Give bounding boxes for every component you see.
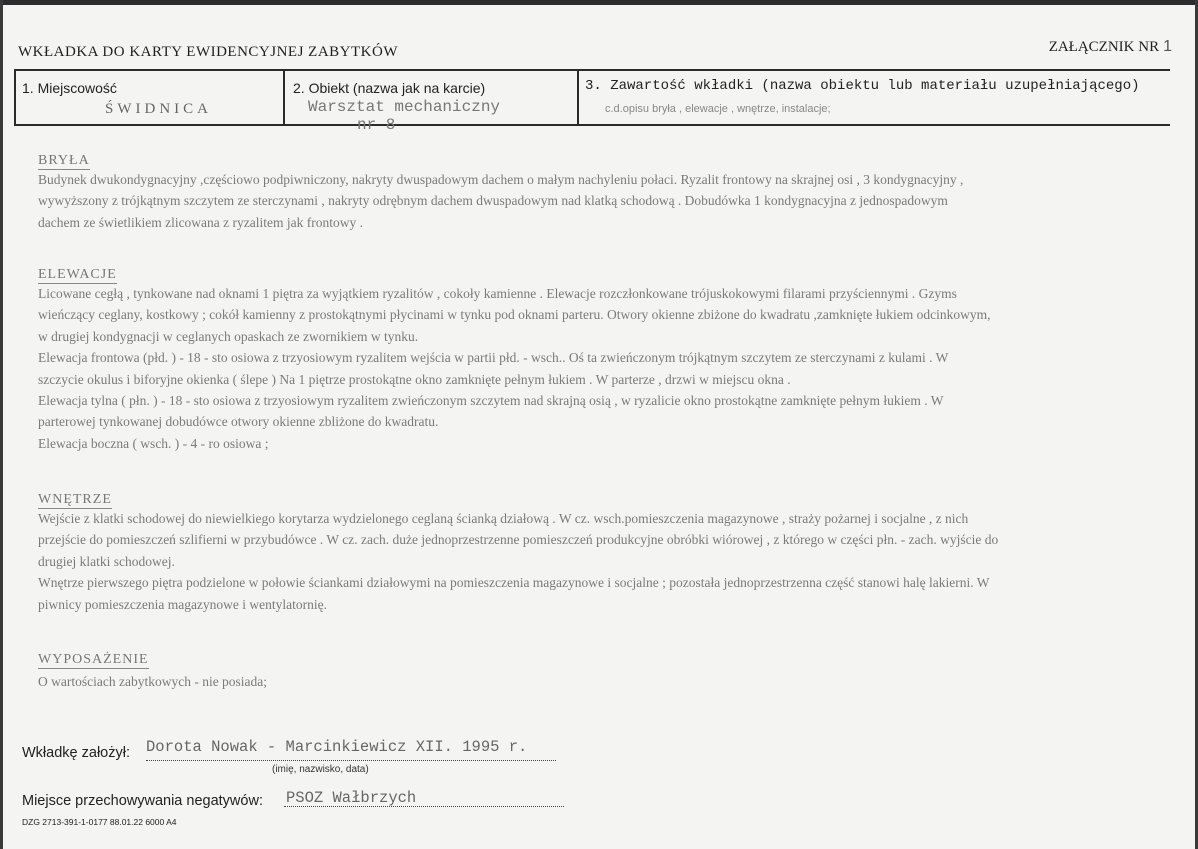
print-code: DZG 2713-391-1-0177 88.01.22 6000 A4 [22, 817, 177, 827]
wnetrze-line: przejście do pomieszczeń szlifierni w przybudówce . W cz. zach. duże jednoprzestrzenne pomieszczeń produkcyjne obróbki wiórowej , z którego w części płn. - zach. wyjście do [38, 532, 999, 548]
elewacje-line: Elewacja frontowa (płd. ) - 18 - sto osiowa z trzyosiowym ryzalitem wejścia w partii płd. - wsch.. Oś ta zwieńczonym trójkątnym szczytem ze sterczynami z kulami . W [38, 350, 949, 366]
wyposazenie-line: O wartościach zabytkowych - nie posiada; [38, 674, 268, 689]
wnetrze-line: Wejście z klatki schodowej do niewielkiego korytarza wydzielonego ceglaną ścianką działową . W cz. wsch.pomieszczenia magazynowe , straży pożarnej i socjalne , z nich [38, 511, 969, 526]
locality-value: ŚWIDNICA [105, 101, 212, 117]
elewacje-line: szczycie okulus i biforyjne okienka ( ślepe ) Na 1 piętrze prostokątne okno zamknięte pełnym łukiem . W parterze , drzwi w miejscu okna . [38, 371, 791, 387]
elewacje-line: w drugiej kondygnacji w ceglanych opaskach ze zwornikiem w tynku. [38, 328, 419, 344]
negatives-label: Miejsce przechowywania negatywów: [22, 793, 263, 809]
author-note: (imię, nazwisko, data) [272, 764, 369, 775]
wnetrze-line: drugiej klatki schodowej. [38, 553, 175, 569]
elewacje-line: Licowane cegłą , tynkowane nad oknami 1 piętra za wyjątkiem ryzalitów , cokoły kamienne . Elewacje rozczłonkowane trójuskokowymi filarami przyściennymi . Gzyms [38, 286, 957, 301]
elewacje-line: wieńczący ceglany, kostkowy ; cokół kamienny z prostokątnymi płycinami w tynku pod oknami parteru. Otwory okienne zbiżone do kwadratu ,zamknięte łukiem odcinkowym, [38, 307, 991, 323]
section-elewacje-body [38, 283, 991, 454]
header-rule-bottom [14, 124, 1170, 126]
elewacje-line: Elewacja boczna ( wsch. ) - 4 - ro osiowa ; [38, 435, 269, 451]
cell-divider-2 [577, 69, 579, 125]
author-label: Wkładkę założył: [22, 745, 130, 761]
content-label: 3. Zawartość wkładki (nazwa obiektu lub materiału uzupełniającego) [585, 78, 1140, 94]
section-bryla-title: BRYŁA [38, 153, 90, 168]
author-value: Dorota Nowak - Marcinkiewicz XII. 1995 r. [146, 738, 528, 756]
section-bryla-body [38, 169, 963, 233]
section-wyposazenie-title-wrap [38, 650, 149, 669]
elewacje-line: parterowej tynkowanej dobudówce otwory okienne zbliżone do kwadratu. [38, 414, 439, 430]
content-value: c.d.opisu bryła , elewacje , wnętrze, instalacje; [605, 103, 831, 115]
author-dotted-line [146, 760, 556, 761]
cell-divider-left [14, 69, 16, 125]
section-wnetrze-title-wrap [38, 490, 112, 509]
header-rule-top [14, 69, 1170, 71]
bryla-line: Budynek dwukondygnacyjny ,częściowo podpiwniczony, nakryty dwuspadowym dachem o małym nachyleniu połaci. Ryzalit frontowy na skrajnej osi , 3 kondygnacyjny , [38, 172, 964, 187]
section-wyposazenie-title: WYPOSAŻENIE [38, 652, 149, 667]
bryla-line: dachem ze świetlikiem zlicowana z ryzalitem jak frontowy . [38, 214, 363, 230]
object-value-line1: Warsztat mechaniczny [308, 98, 501, 116]
scan-edge-top [0, 0, 1198, 5]
object-value-line2: nr 8 [357, 116, 396, 134]
object-label: 2. Obiekt (nazwa jak na karcie) [293, 80, 486, 96]
elewacje-line: Elewacja tylna ( płn. ) - 18 - sto osiowa z trzyosiowym ryzalitem zwieńczonym szczytem nad skrajną osią , w ryzalicie okno prostokątne zamknięte pełnym łukiem . W [38, 393, 944, 409]
section-bryla-title-wrap [38, 151, 90, 170]
section-wyposazenie-body [38, 671, 267, 692]
section-wnetrze-title: WNĘTRZE [38, 492, 112, 507]
annex-label [1049, 38, 1172, 56]
scan-edge-left [0, 0, 3, 849]
negatives-value: PSOZ Wałbrzych [286, 789, 417, 807]
locality-label: 1. Miejscowość [22, 80, 117, 96]
section-elewacje-title-wrap [38, 265, 117, 284]
cell-divider-1 [283, 69, 285, 125]
wnetrze-line: piwnicy pomieszczenia magazynowe i wentylatornię. [38, 596, 328, 612]
negatives-dotted-line [284, 806, 564, 807]
form-title: WKŁADKA DO KARTY EWIDENCYJNEJ ZABYTKÓW [18, 44, 398, 60]
section-wnetrze-body [38, 508, 998, 615]
wnetrze-line: Wnętrze pierwszego piętra podzielone w połowie ściankami działowymi na pomieszczenia magazynowe i socjalne ; pozostała jednoprzestrzenna część stanowi halę lakierni. W [38, 575, 990, 591]
bryla-line: wywyższony z trójkątnym szczytem ze sterczynami , nakryty odrębnym dachem dwuspadowym nad klatką schodową . Dobudówka 1 kondygnacyjna z jednospadowym [38, 193, 948, 209]
annex-label-text: ZAŁĄCZNIK NR [1048, 39, 1160, 55]
annex-number: 1 [1163, 38, 1172, 55]
section-elewacje-title: ELEWACJE [38, 267, 117, 282]
